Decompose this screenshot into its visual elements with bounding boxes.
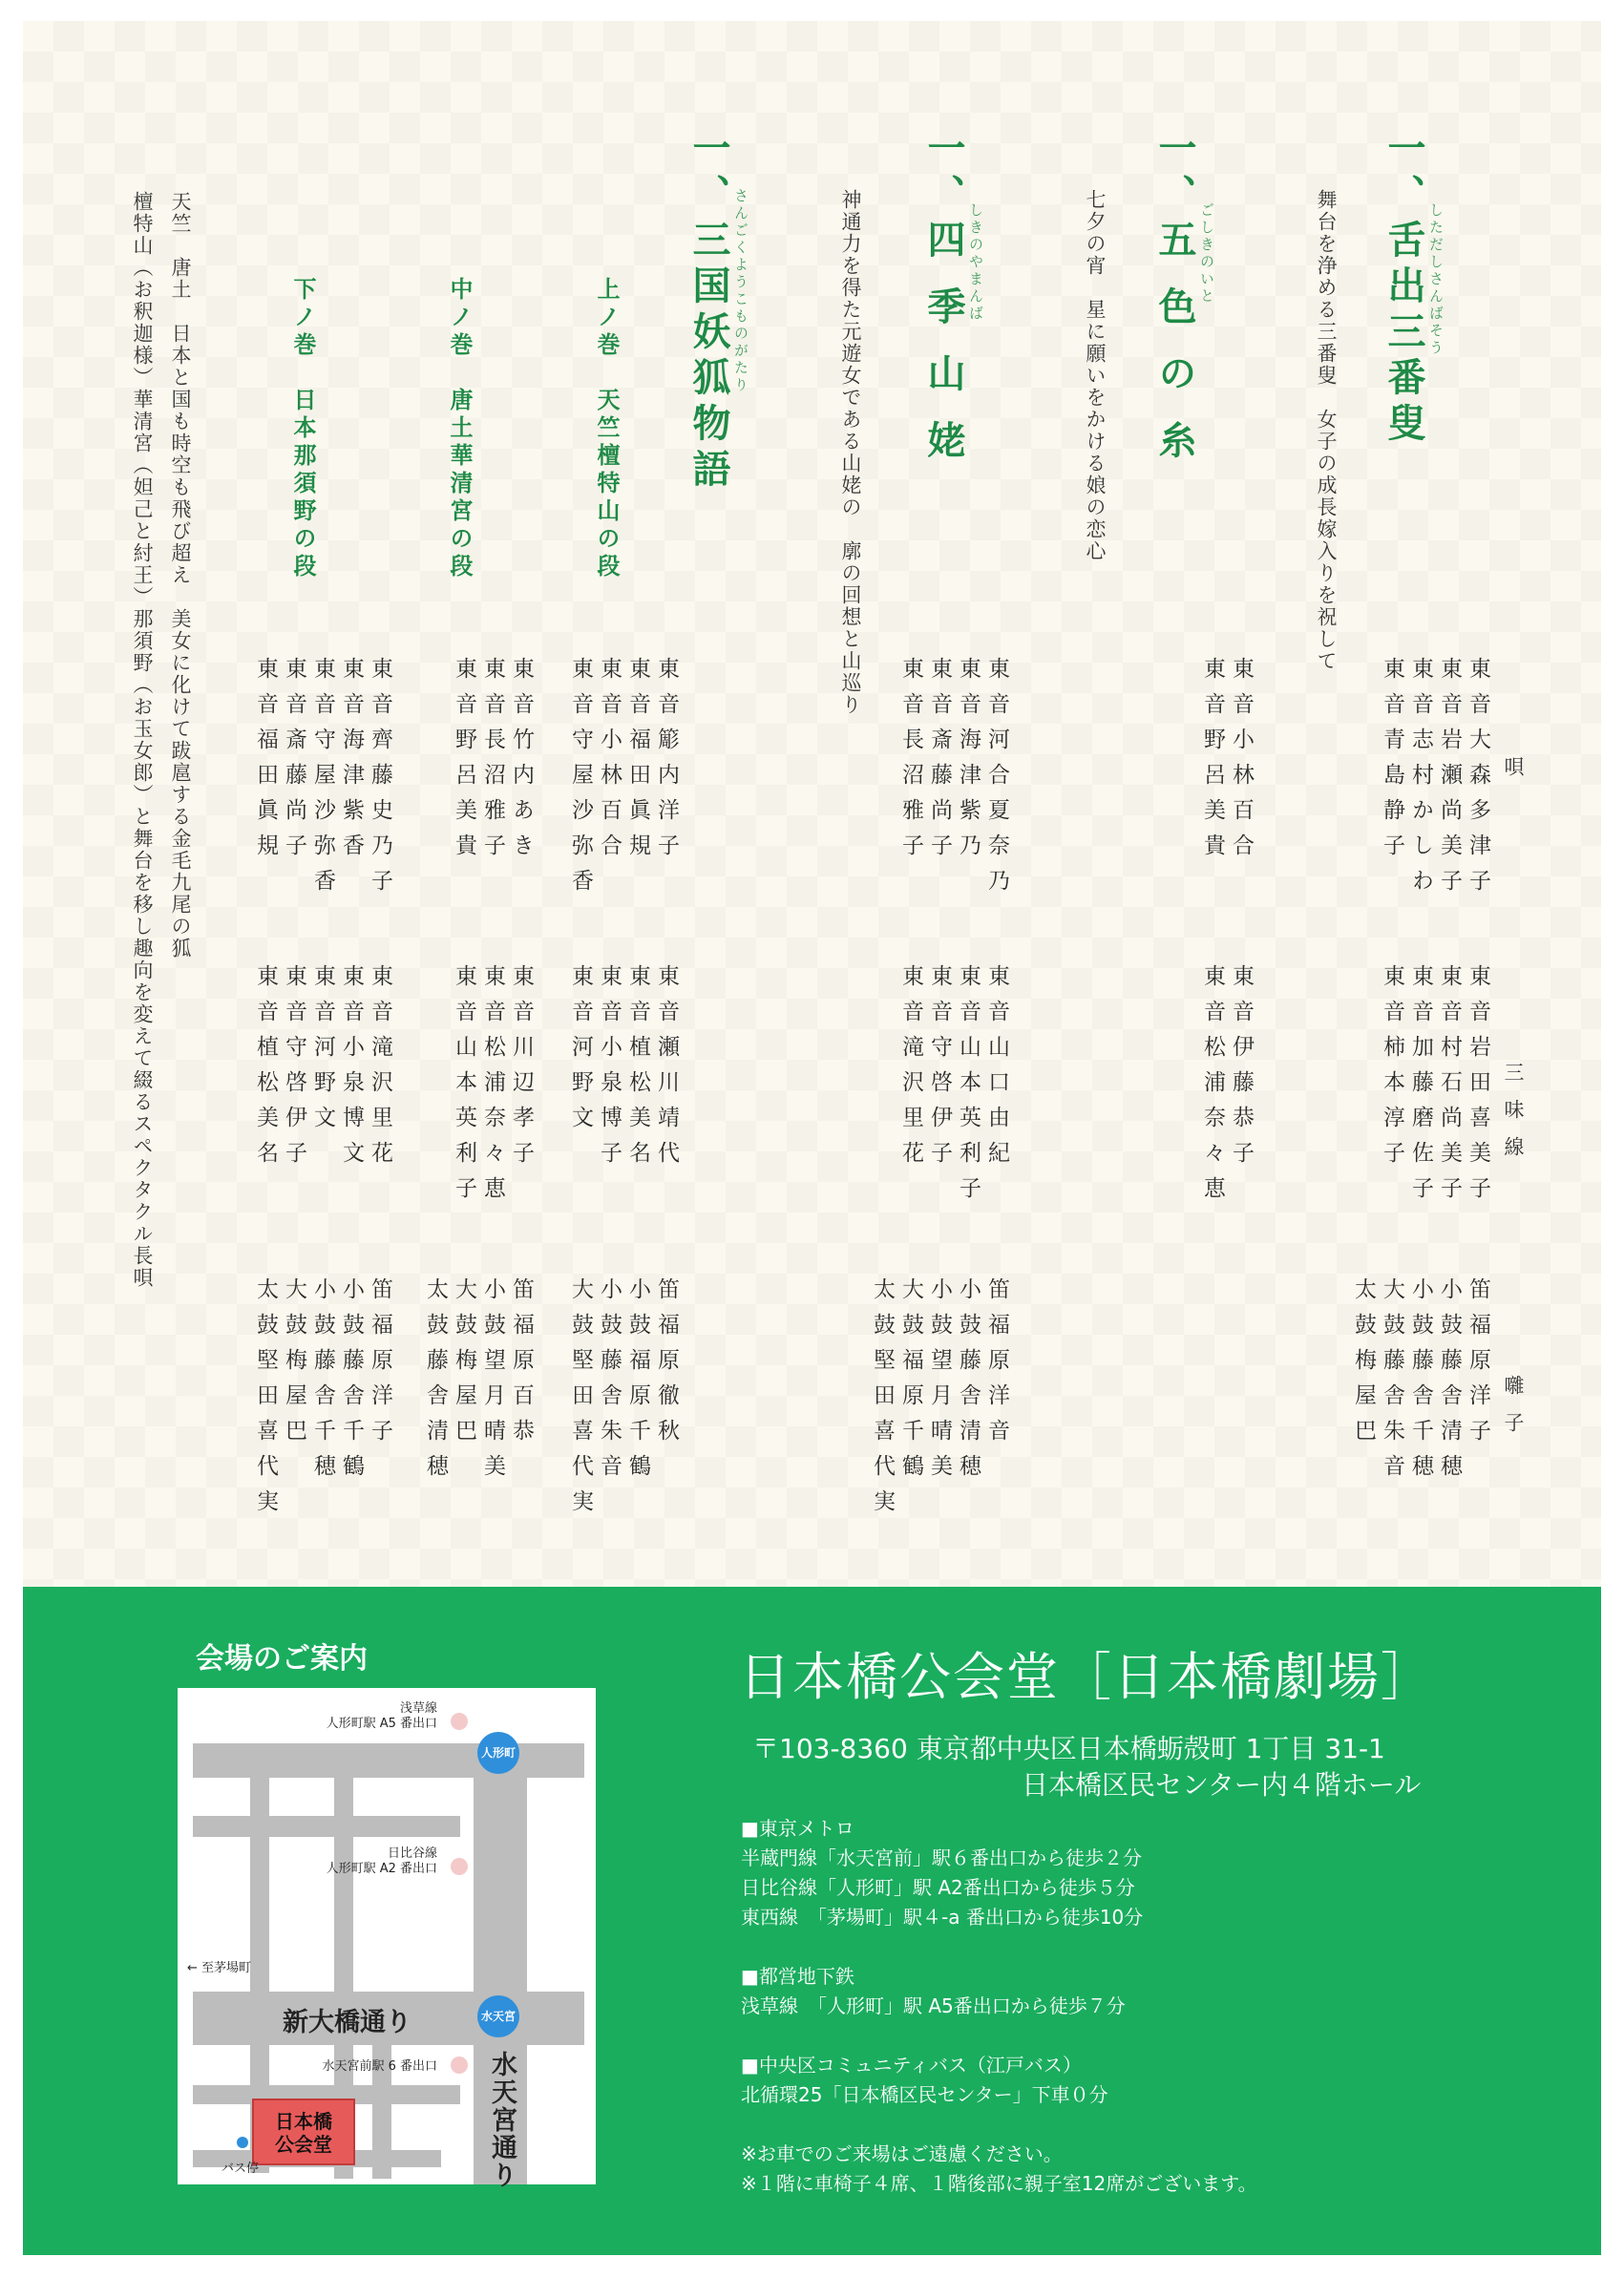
- performer-sanbaso-shamisen: 東音岩田喜美子: [1466, 964, 1490, 1212]
- map-heading: 会場のご案内: [196, 1642, 368, 1676]
- note-1: ※お車でのご来場はご遠慮ください。: [741, 2142, 1063, 2165]
- performer-shimo-uta: 東音齊藤史乃子: [368, 657, 392, 904]
- performer-shimo-shamisen: 東音河野文: [310, 964, 335, 1141]
- performer-yamanba-shamisen: 東音守啓伊子: [927, 964, 952, 1176]
- program-panel: [23, 21, 1601, 1587]
- metro-route-1: 半蔵門線「水天宮前」駅６番出口から徒歩２分: [741, 1846, 1142, 1869]
- road-name-shin-ohashi: 新大橋通り: [283, 2008, 411, 2037]
- performer-shimo-hayashi: 小鼓藤舎千穂: [310, 1277, 335, 1489]
- performer-sanbaso-shamisen: 東音村石尚美子: [1437, 964, 1462, 1212]
- piece-title-sangoku: 一、三国妖狐物語: [686, 128, 731, 495]
- performer-naka-shamisen: 東音山本英利子: [452, 964, 476, 1212]
- performer-sanbaso-uta: 東音志村かしわ: [1408, 657, 1433, 904]
- synopsis-line-2: 檀特山（お釈迦様）華清宮（妲己と紂王）那須野（お玉女郎）と舞台を移し趣向を変えて綴るスペクタクル長唄: [131, 191, 154, 1289]
- performer-yamanba-uta: 東音海津紫乃: [956, 657, 981, 869]
- performer-goshiki-shamisen: 東音松浦奈々恵: [1200, 964, 1225, 1212]
- performer-sanbaso-hayashi: 大鼓藤舎朱音: [1380, 1277, 1404, 1489]
- performer-sanbaso-hayashi: 小鼓藤舎清穂: [1437, 1277, 1462, 1489]
- role-shamisen: 三味線: [1502, 1062, 1525, 1173]
- road-upper: [193, 1816, 460, 1837]
- performer-naka-shamisen: 東音川辺孝子: [509, 964, 534, 1176]
- performer-shimo-hayashi: 笛福原洋子: [368, 1277, 392, 1454]
- performer-kami-shamisen: 東音瀬川靖代: [654, 964, 679, 1176]
- venue-title: 日本橋公会堂［日本橋劇場］: [739, 1647, 1434, 1707]
- piece-ruby-goshiki: ごしきのいと: [1198, 202, 1215, 306]
- venue-address-2: 日本橋区民センター内４階ホール: [1022, 1769, 1422, 1801]
- bus-stop-icon: [237, 2137, 248, 2148]
- performer-sanbaso-hayashi: 太鼓梅屋巴: [1351, 1277, 1376, 1454]
- venue-marker-line1: 日本橋: [275, 2110, 332, 2133]
- performer-naka-uta: 東音野呂美貴: [452, 657, 476, 869]
- performer-shimo-shamisen: 東音小泉博文: [339, 964, 364, 1176]
- performer-sanbaso-shamisen: 東音柿本淳子: [1380, 964, 1404, 1176]
- venue-marker-line2: 公会堂: [275, 2133, 332, 2156]
- label-to-kayabacho: ← 至茅場町: [187, 1961, 252, 1975]
- piece-title-goshiki: 一、五 色 の 糸: [1152, 128, 1197, 466]
- piece-ruby-sanbaso: しただしさんばそう: [1427, 202, 1445, 357]
- performer-naka-uta: 東音竹内あき: [509, 657, 534, 869]
- performer-sanbaso-uta: 東音岩瀬尚美子: [1437, 657, 1462, 904]
- access-map: [178, 1688, 596, 2189]
- performer-yamanba-uta: 東音斎藤尚子: [927, 657, 952, 869]
- performer-yamanba-hayashi: 大鼓福原千鶴: [898, 1277, 923, 1489]
- performer-kami-hayashi: 大鼓堅田喜代実: [568, 1277, 593, 1525]
- venue-address-1: 〒103-8360 東京都中央区日本橋蛎殻町 1丁目 31-1: [752, 1733, 1385, 1764]
- synopsis-line-1: 天竺 唐土 日本と国も時空も飛び超え 美女に化けて跋扈する金毛九尾の狐: [169, 191, 192, 960]
- toei-heading: ■都営地下鉄: [741, 1965, 854, 1988]
- piece-desc-sanbaso: 舞台を浄める三番叟 女子の成長嫁入りを祝して: [1315, 189, 1338, 672]
- performer-kami-hayashi: 小鼓福原千鶴: [625, 1277, 650, 1489]
- performer-shimo-hayashi: 小鼓藤舎千鶴: [339, 1277, 364, 1489]
- performer-yamanba-uta: 東音長沼雅子: [898, 657, 923, 869]
- performer-yamanba-uta: 東音河合夏奈乃: [984, 657, 1009, 904]
- performer-sanbaso-uta: 東音大森多津子: [1466, 657, 1490, 904]
- exit-6-pin: [451, 2057, 468, 2074]
- performer-naka-hayashi: 笛福原百恭: [509, 1277, 534, 1454]
- metro-route-3: 東西線 「茅場町」駅４-a 番出口から徒歩10分: [741, 1906, 1144, 1929]
- performer-naka-hayashi: 大鼓梅屋巴: [452, 1277, 476, 1454]
- piece-desc-yamanba: 神通力を得た元遊女である山姥の 廓の回想と山巡り: [839, 189, 862, 716]
- piece-title-sanbaso: 一、舌出三番叟: [1381, 128, 1426, 449]
- access-info: [741, 1814, 1257, 2199]
- label-bus-stop: バス停: [221, 2162, 260, 2176]
- performer-shimo-shamisen: 東音植松美名: [253, 964, 278, 1176]
- label-suitengumae-6: 水天宮前駅 6 番出口: [322, 2059, 437, 2074]
- exit-a5-pin: [451, 1713, 468, 1730]
- station-ningyocho: 人形町: [477, 1732, 519, 1774]
- performer-yamanba-hayashi: 小鼓望月晴美: [927, 1277, 952, 1489]
- act-kami: 上ノ巻 天竺檀特山の段: [593, 277, 621, 581]
- performer-goshiki-shamisen: 東音伊藤恭子: [1229, 964, 1254, 1176]
- performer-kami-uta: 東音小林百合: [597, 657, 622, 869]
- performer-naka-shamisen: 東音松浦奈々恵: [480, 964, 505, 1212]
- performer-kami-uta: 東音福田眞規: [625, 657, 650, 869]
- performer-naka-uta: 東音長沼雅子: [480, 657, 505, 869]
- performer-yamanba-shamisen: 東音滝沢里花: [898, 964, 923, 1176]
- piece-ruby-yamanba: しきのやまんば: [967, 202, 984, 323]
- performer-yamanba-hayashi: 太鼓堅田喜代実: [870, 1277, 895, 1525]
- performer-shimo-uta: 東音斎藤尚子: [282, 657, 306, 869]
- performer-kami-hayashi: 笛福原徹秋: [654, 1277, 679, 1454]
- performer-sanbaso-uta: 東音青島静子: [1380, 657, 1404, 869]
- performer-shimo-shamisen: 東音守啓伊子: [282, 964, 306, 1176]
- piece-title-yamanba: 一、四 季 山 姥: [921, 128, 966, 466]
- metro-heading: ■東京メトロ: [741, 1817, 854, 1840]
- road-name-suitengu: 水天宮通り: [487, 2051, 517, 2189]
- exit-a2-pin: [451, 1858, 468, 1875]
- bus-route-1: 北循環25「日本橋区民センター」下車０分: [741, 2083, 1108, 2106]
- performer-yamanba-hayashi: 笛福原洋音: [984, 1277, 1009, 1454]
- performer-kami-uta: 東音守屋沙弥香: [568, 657, 593, 904]
- piece-ruby-sangoku: さんごくようこものがたり: [732, 188, 749, 394]
- performer-sanbaso-hayashi: 小鼓藤舎千穂: [1408, 1277, 1433, 1489]
- label-asakusa-line: 浅草線: [399, 1701, 437, 1716]
- performer-kami-shamisen: 東音植松美名: [625, 964, 650, 1176]
- toei-route-1: 浅草線 「人形町」駅 A5番出口から徒歩７分: [741, 1994, 1126, 2017]
- performer-kami-shamisen: 東音小泉博子: [597, 964, 622, 1176]
- label-hibiya-line: 日比谷線: [387, 1846, 437, 1861]
- performer-kami-shamisen: 東音河野文: [568, 964, 593, 1141]
- note-2: ※１階に車椅子４席、１階後部に親子室12席がございます。: [741, 2172, 1257, 2195]
- performer-sanbaso-hayashi: 笛福原洋子: [1466, 1277, 1490, 1454]
- performer-shimo-hayashi: 太鼓堅田喜代実: [253, 1277, 278, 1525]
- performer-shimo-shamisen: 東音滝沢里花: [368, 964, 392, 1176]
- bus-heading: ■中央区コミュニティバス（江戸バス）: [741, 2054, 1082, 2077]
- performer-shimo-uta: 東音守屋沙弥香: [310, 657, 335, 904]
- performer-yamanba-hayashi: 小鼓藤舎清穂: [956, 1277, 981, 1489]
- performer-goshiki-uta: 東音小林百合: [1229, 657, 1254, 869]
- metro-route-2: 日比谷線「人形町」駅 A2番出口から徒歩５分: [741, 1876, 1135, 1899]
- venue-marker: [252, 2099, 355, 2165]
- station-suitengu: 水天宮: [477, 1995, 519, 2037]
- piece-desc-goshiki: 七夕の宵 星に願いをかける娘の恋心: [1084, 189, 1107, 562]
- performer-shimo-uta: 東音海津紫香: [339, 657, 364, 869]
- role-hayashi: 囃子: [1502, 1375, 1525, 1449]
- label-ningyocho-a2: 人形町駅 A2 番出口: [326, 1862, 437, 1876]
- label-ningyocho-a5: 人形町駅 A5 番出口: [326, 1717, 437, 1731]
- venue-panel: [23, 1587, 1601, 2255]
- performer-naka-hayashi: 太鼓藤舎清穂: [423, 1277, 448, 1489]
- performer-yamanba-shamisen: 東音山本英利子: [956, 964, 981, 1212]
- performer-kami-uta: 東音簓内洋子: [654, 657, 679, 869]
- performer-yamanba-shamisen: 東音山口由紀: [984, 964, 1009, 1176]
- act-shimo: 下ノ巻 日本那須野の段: [289, 277, 317, 581]
- act-naka: 中ノ巻 唐土華清宮の段: [446, 277, 474, 581]
- performer-goshiki-uta: 東音野呂美貴: [1200, 657, 1225, 869]
- performer-naka-hayashi: 小鼓望月晴美: [480, 1277, 505, 1489]
- performer-sanbaso-shamisen: 東音加藤磨佐子: [1408, 964, 1433, 1212]
- role-uta: 唄: [1502, 756, 1525, 793]
- performer-shimo-uta: 東音福田眞規: [253, 657, 278, 869]
- performer-kami-hayashi: 小鼓藤舎朱音: [597, 1277, 622, 1489]
- performer-shimo-hayashi: 大鼓梅屋巴: [282, 1277, 306, 1454]
